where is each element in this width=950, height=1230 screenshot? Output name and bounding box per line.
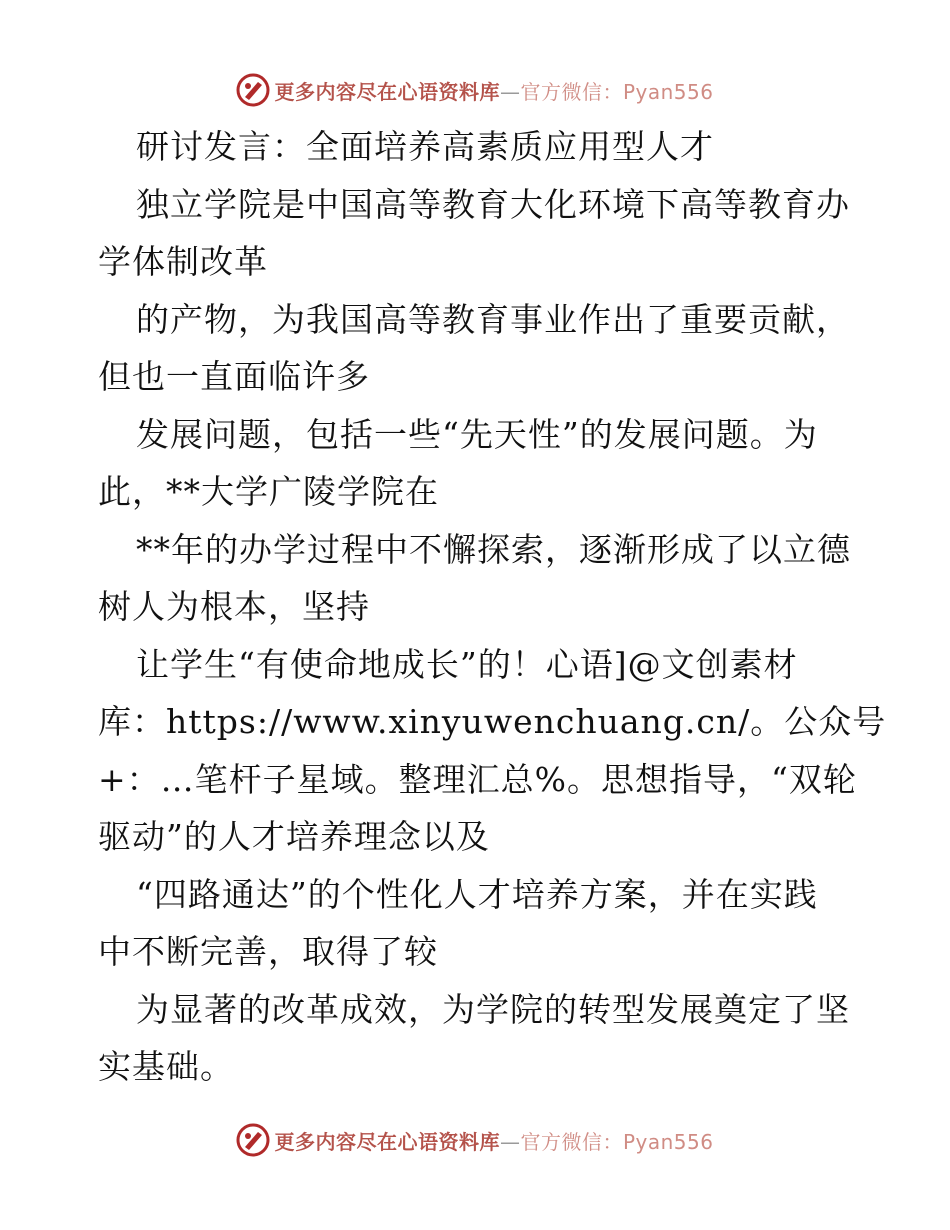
banner-text	[274, 76, 713, 105]
logo-icon	[236, 73, 270, 107]
header-banner	[0, 70, 950, 110]
banner-separator: —	[499, 1129, 521, 1154]
banner-text	[274, 1126, 713, 1155]
banner-separator: —	[499, 79, 521, 104]
paragraph-line: 让学生“有使命地成长”的！心语]@文创素材	[136, 644, 798, 684]
paragraph-line: “四路通达”的个性化人才培养方案，并在实践	[136, 874, 818, 914]
paragraph-line: 的产物，为我国高等教育事业作出了重要贡献，	[136, 299, 850, 339]
paragraph-line: 库：https://www.xinyuwenchuang.cn/。公众号	[98, 702, 887, 741]
banner-main-text: 更多内容尽在心语资料库	[274, 1129, 500, 1154]
paragraph-line: +：…笔杆子星域。整理汇总%。思想指导，“双轮	[98, 759, 857, 799]
paragraph-line: 但也一直面临许多	[98, 357, 370, 396]
paragraph-line: 实基础。	[98, 1047, 234, 1086]
paragraph-line: 树人为根本，坚持	[98, 587, 370, 626]
banner-contact-text: 官方微信：Pyan556	[520, 79, 714, 104]
footer-banner	[0, 1120, 950, 1160]
banner-main-text: 更多内容尽在心语资料库	[274, 79, 500, 104]
paragraph-line: 发展问题，包括一些“先天性”的发展问题。为	[136, 414, 818, 454]
paragraph-line: 中不断完善，取得了较	[98, 932, 438, 971]
paragraph-line: 学体制改革	[98, 242, 268, 281]
paragraph-line: 独立学院是中国高等教育大化环境下高等教育办	[136, 184, 850, 224]
logo-icon	[236, 1123, 270, 1157]
paragraph-line: **年的办学过程中不懈探索，逐渐形成了以立德	[136, 529, 851, 569]
banner-contact-text: 官方微信：Pyan556	[520, 1129, 714, 1154]
paragraph-line: 驱动”的人才培养理念以及	[98, 817, 490, 856]
document-body	[98, 118, 887, 1096]
paragraph-line: 此，**大学广陵学院在	[98, 472, 439, 511]
document-title: 研讨发言：全面培养高素质应用型人才	[136, 127, 714, 166]
paragraph-line: 为显著的改革成效，为学院的转型发展奠定了坚	[136, 989, 850, 1029]
